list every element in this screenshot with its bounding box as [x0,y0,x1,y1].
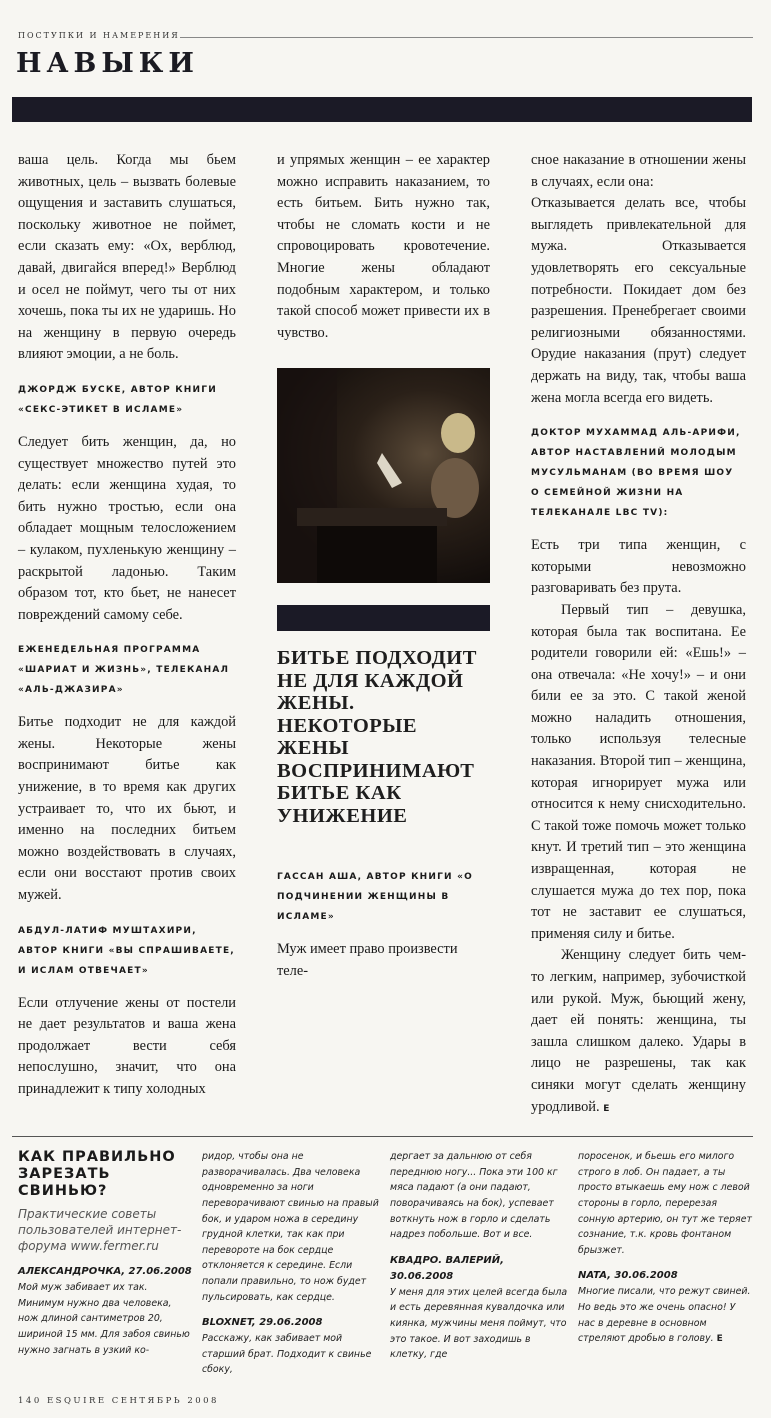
col1-paragraph-3: Битье подходит не для каждой жены. Некоторые жены воспринимают битье как унижение, в то время как других устраивает то, что их бьют, и именно на последних битьем можно воздействовать в случаях, если они восстают против своих мужей. [18,714,236,904]
article-photo [277,368,490,583]
forum-post-4-text: Многие писали, что режут свиней. Но ведь это же очень опасно! У нас в деревне в основном стреляют дробью в голову. E [578,1286,751,1345]
col2-paragraph-2: Муж имеет право произвести теле- [277,941,458,979]
forum-post-4-author: NATA, 30.06.2008 [578,1270,678,1282]
page-footer [18,1396,771,1406]
forum-post-1-text: Мой муж забивает их так. Минимум нужно два человека, нож длиной сантиметров 20, шириной 15 мм. Для забоя свинью нужно загнать в узкий ко- [18,1282,190,1356]
sidebar-title: КАК ПРАВИЛЬНО ЗАРЕЗАТЬ СВИНЬЮ? [18,1149,176,1200]
col3-paragraph-1b: Отказывается делать все, чтобы выглядеть привлекательной для мужа. Отказывается удовлетворять его сексуальные потребности. Покидает дом без разрешения. Пренебрегает своими религиозными обязанностями. Орудие наказания (прут) следует держать на виду, так, чтобы ваша жена могла всегда его видеть. [531,195,746,406]
col3-paragraph-1a: сное наказание в отношении жены в случаях, если она: [531,152,746,190]
col3-paragraph-3: Первый тип – девушка, которая была так воспитана. Ее родители говорили ей: «Ешь!» – она отвечала: «Не хочу!» – и они били ее за это. С такой женой можно наладить отношения, только используя телесные наказания. Второй тип – женщина, которая игнорирует мужа или относится к нему снисходительно. С такой тоже помочь может только кнут. И третий тип – это женщина извращенная, которая не слушается мужа до тех пор, пока тот не заставит ее слушаться, применяя силу и битье. [531,601,746,942]
forum-post-2-author: BLOXNET, 29.06.2008 [202,1317,323,1329]
end-mark-icon: E [603,1103,610,1114]
issue-date: СЕНТЯБРЬ 2008 [111,1395,219,1406]
forum-post-1-continued: ридор, чтобы она не разворачивалась. Два человека одновременно за ноги переворачивают свинью на правый бок, и ударом ножа в середину грудной клетки, так как при перевороте на бок сердце отклоняется к середине. Если попали правильно, то нож будет пульсировать, как сердце. [202,1151,379,1303]
sidebar-subtitle: Практические советы пользователей интернет-форума www.fermer.ru [18,1207,182,1254]
forum-post-2-continued: дергает за дальнюю от себя переднюю ногу... Пока эти 100 кг мяса падают (а они падают, поворачиваясь на бок), успевает воткнуть нож в горло и сделать надрез побольше. Вот и все. [390,1151,558,1241]
col2-paragraph-1: и упрямых женщин – ее характер можно исправить наказанием, то есть битьем. Бить нужно так, чтобы не сломать кости и не спровоцировать кровотечение. Многие жены обладают подобным характером, и только такой способ может привести их в чувство. [277,152,490,341]
col1-paragraph-4: Если отлучение жены от постели не дает результатов и ваша жена продолжает вести себя непослушно, значит, что она принадлежит к типу холодных [18,994,236,1097]
forum-post-3-text: У меня для этих целей всегда была и есть деревянная кувалдочка или киянка, мужчины меня поймут, что это такое. И вот заходишь в клетку, где [390,1286,568,1361]
col3-paragraph-2: Есть три типа женщин, с которыми невозможно разговаривать без прута. [531,537,746,597]
col1-attribution-1: ДЖОРДЖ БУСКЕ, АВТОР КНИГИ «СЕКС-ЭТИКЕТ В ИСЛАМЕ» [18,384,217,415]
forum-post-2-text: Расскажу, как забивает мой старший брат. Подходит к свинье сбоку, [202,1333,372,1376]
col2-attribution: ГАССАН АША, АВТОР КНИГИ «О ПОДЧИНЕНИИ ЖЕНЩИНЫ В ИСЛАМЕ» [277,872,473,923]
forum-post-1-author: АЛЕКСАНДРОЧКА, 27.06.2008 [18,1266,192,1278]
article-columns [18,150,746,1120]
header-rule [180,37,753,38]
sidebar-column-2 [202,1149,382,1378]
sidebar [18,1149,753,1378]
page-title: НАВЫКИ [16,48,199,79]
pull-quote-bar [277,605,490,631]
header-black-bar [12,97,752,122]
col3-attribution: ДОКТОР МУХАММАД АЛЬ-АРИФИ, АВТОР НАСТАВЛЕНИЙ МОЛОДЫМ МУСУЛЬМАНАМ (ВО ВРЕМЯ ШОУ О СЕМЕЙНОЙ ЖИЗНИ НА ТЕЛЕКАНАЛЕ LBC TV): [531,428,741,519]
column-2 [277,150,490,1120]
col1-attribution-2: ЕЖЕНЕДЕЛЬНАЯ ПРОГРАММА «ШАРИАТ И ЖИЗНЬ», ТЕЛЕКАНАЛ «АЛЬ-ДЖАЗИРА» [18,645,230,696]
sidebar-column-4 [578,1149,753,1378]
sidebar-rule [12,1136,753,1137]
magazine-name: ESQUIRE [46,1395,107,1406]
column-1 [18,150,236,1120]
pull-quote: БИТЬЕ ПОДХОДИТ НЕ ДЛЯ КАЖДОЙ ЖЕНЫ. НЕКОТОРЫЕ ЖЕНЫ ВОСПРИНИМАЮТ БИТЬЕ КАК УНИЖЕНИЕ [277,647,477,827]
end-mark-icon: E [716,1334,723,1345]
page-number: 140 [18,1395,42,1406]
col3-paragraph-4: Женщину следует бить чем-то легким, например, зубочисткой или рукой. Муж, бьющий жену, дает ей понять: женщина, ты зашла слишком далеко. Удары в лицо не разрешены, так как синяки могут сделать женщину уродливой. E [531,947,746,1115]
forum-post-3-continued: поросенок, и бьешь его милого строго в лоб. Он падает, а ты просто втыкаешь ему нож с левой стороны в горло, перерезая сонную артерию, он тут же теряет сознание, т.к. кровь фонтаном брызжет. [578,1151,752,1256]
photo-illustration [277,368,490,583]
sidebar-column-3 [390,1149,570,1378]
sidebar-column-1 [18,1149,194,1378]
col1-paragraph-1: ваша цель. Когда мы бьем животных, цель – вызвать болевые ощущения и заставить слушаться, поскольку животное не поймет, если сказать ему: «Ох, верблюд, давай, двигайся вперед!» Верблюд и осел не поймут, чего ты от них хочешь, пока ты их не ударишь. Но на женщину в первую очередь влияют эмоции, а не боль. [18,152,236,363]
col1-attribution-3: АБДУЛ-ЛАТИФ МУШТАХИРИ, АВТОР КНИГИ «ВЫ СПРАШИВАЕТЕ, И ИСЛАМ ОТВЕЧАЕТ» [18,925,235,976]
forum-post-3-author: КВАДРО. ВАЛЕРИЙ, 30.06.2008 [390,1254,504,1282]
section-kicker: ПОСТУПКИ И НАМЕРЕНИЯ [18,31,180,40]
col1-paragraph-2: Следует бить женщин, да, но существует множество путей это делать: если женщина худая, то бить нужно тростью, если она обладает мощным телосложением – кулаком, пухленькую женщину – раскрытой ладонью. Таким образом тот, кто бьет, не нанесет повреждений самому себе. [18,433,236,623]
column-3 [531,150,746,1120]
